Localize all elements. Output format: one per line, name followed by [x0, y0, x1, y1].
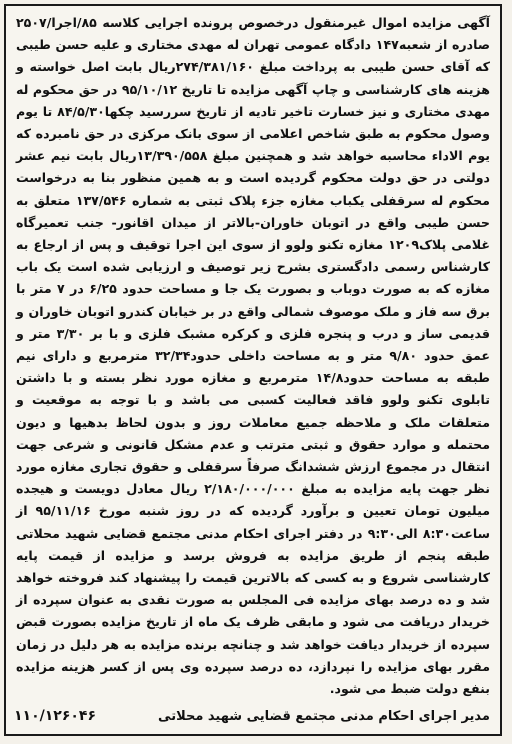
notice-code: ۱۱۰/۱۲۶۰۴۶ [14, 708, 97, 724]
notice-body-text: آگهی مزایده اموال غیرمنقول درخصوص پرونده اجرایی کلاسه ۸۵/اجرا/۲۵۰۷ صادره از شعبه۱۴۷ دادگاه عمومی تهران له مهدی مختاری و علیه حسن طیبی که آقای حسن طیبی به پرداخت مبلغ ۲۷۴/۳۸۱/۱۶۰ریال بابت اصل خواسته و هزینه های کارشناسی و چاپ آگهی مزایده تا تاریخ ۹۵/۱۰/۱۲ در حق محکوم له مهدی مختاری و نیز خسارت تاخیر تادیه از تاریخ سررسید چکها۸۴/۵/۳۰ تا یوم وصول محکوم به طبق شاخص اعلامی از سوی بانک مرکزی در حق نامبرده که یوم الاداء محاسبه خواهد شد و همچنین مبلغ ۱۳/۳۹۰/۵۵۸ریال بابت نیم عشر دولتی در حق دولت محکوم گردیده است و به همین منظور بنا به درخواست محکوم له سرقفلی یکباب مغازه جزء پلاک ثبتی به شماره ۱۳۷/۵۴۶ متعلق به حسن طیبی واقع در اتوبان خاوران-بالاتر از میدان اقانور- جنب تعمیرگاه غلامی پلاک۱۲۰۹ مغازه تکنو ولوو از سوی این اجرا توقیف و پس از ارجاع به کارشناس رسمی دادگستری بشرح زیر توصیف و ارزیابی شده است یک باب مغازه که به صورت دوباب و بصورت یک جا و مساحت حدود ۶/۲۵ در ۷ متر با برق سه فاز و ملک موصوف شمالی واقع در بر خیابان کندرو اتوبان خاوران و قدیمی ساز و درب و پنجره فلزی و کرکره مشبک فلزی و با بر ۳/۳۰ متر و عمق حدود ۹/۸۰ متر و به مساحت داخلی حدود۳۲/۳۴ مترمربع و دارای نیم طبقه به مساحت حدود۱۴/۸ مترمربع و مغازه مورد نظر بسته و با داشتن تابلوی تکنو ولوو فاقد فعالیت کسبی می باشد و با توجه به موقعیت و متعلقات ملک و ملاحظه جمیع معاملات روز و بدون لحاظ بدهیها و دیون محتمله و موارد حقوق و ثبتی مترتب و عدم مشکل قانونی و شرعی جهت انتقال در مجموع ارزش ششدانگ صرفاً سرقفلی و حقوق تجاری مغازه مورد نظر جهت پایه مزایده به مبلغ ۲/۱۸۰/۰۰۰/۰۰۰ ریال معادل دویست و هیجده میلیون تومان تعیین و برآورد گردیده که در روز شنبه مورخ ۹۵/۱۱/۱۶ از ساعت۸:۳۰ الی۹:۳۰ در دفتر اجرای احکام مدنی مجتمع قضایی شهید محلاتی طبقه پنجم از طریق مزایده به فروش برسد و مزایده از قیمت پایه کارشناسی شروع و به کسی که بالاترین قیمت را پیشنهاد کند فروخته خواهد شد و ده درصد بهای مزایده فی المجلس به صورت نقدی به عنوان سپرده از خریدار دریافت می شود و مابقی ظرف یک ماه از تاریخ مزایده بصورت قبض سپرده از خریدار دیافت خواهد شد و چنانچه برنده مزایده به هر دلیل در زمان مقرر بهای مزایده را نپردازد، ده درصد سپرده وی پس از کسر هزینه مزایده بنفع دولت ضبط می شود. [16, 15, 491, 697]
notice-footer [14, 704, 490, 728]
auction-notice [4, 4, 502, 736]
signer-title: مدیر اجرای احکام مدنی مجتمع قضایی شهید محلاتی [158, 708, 490, 724]
